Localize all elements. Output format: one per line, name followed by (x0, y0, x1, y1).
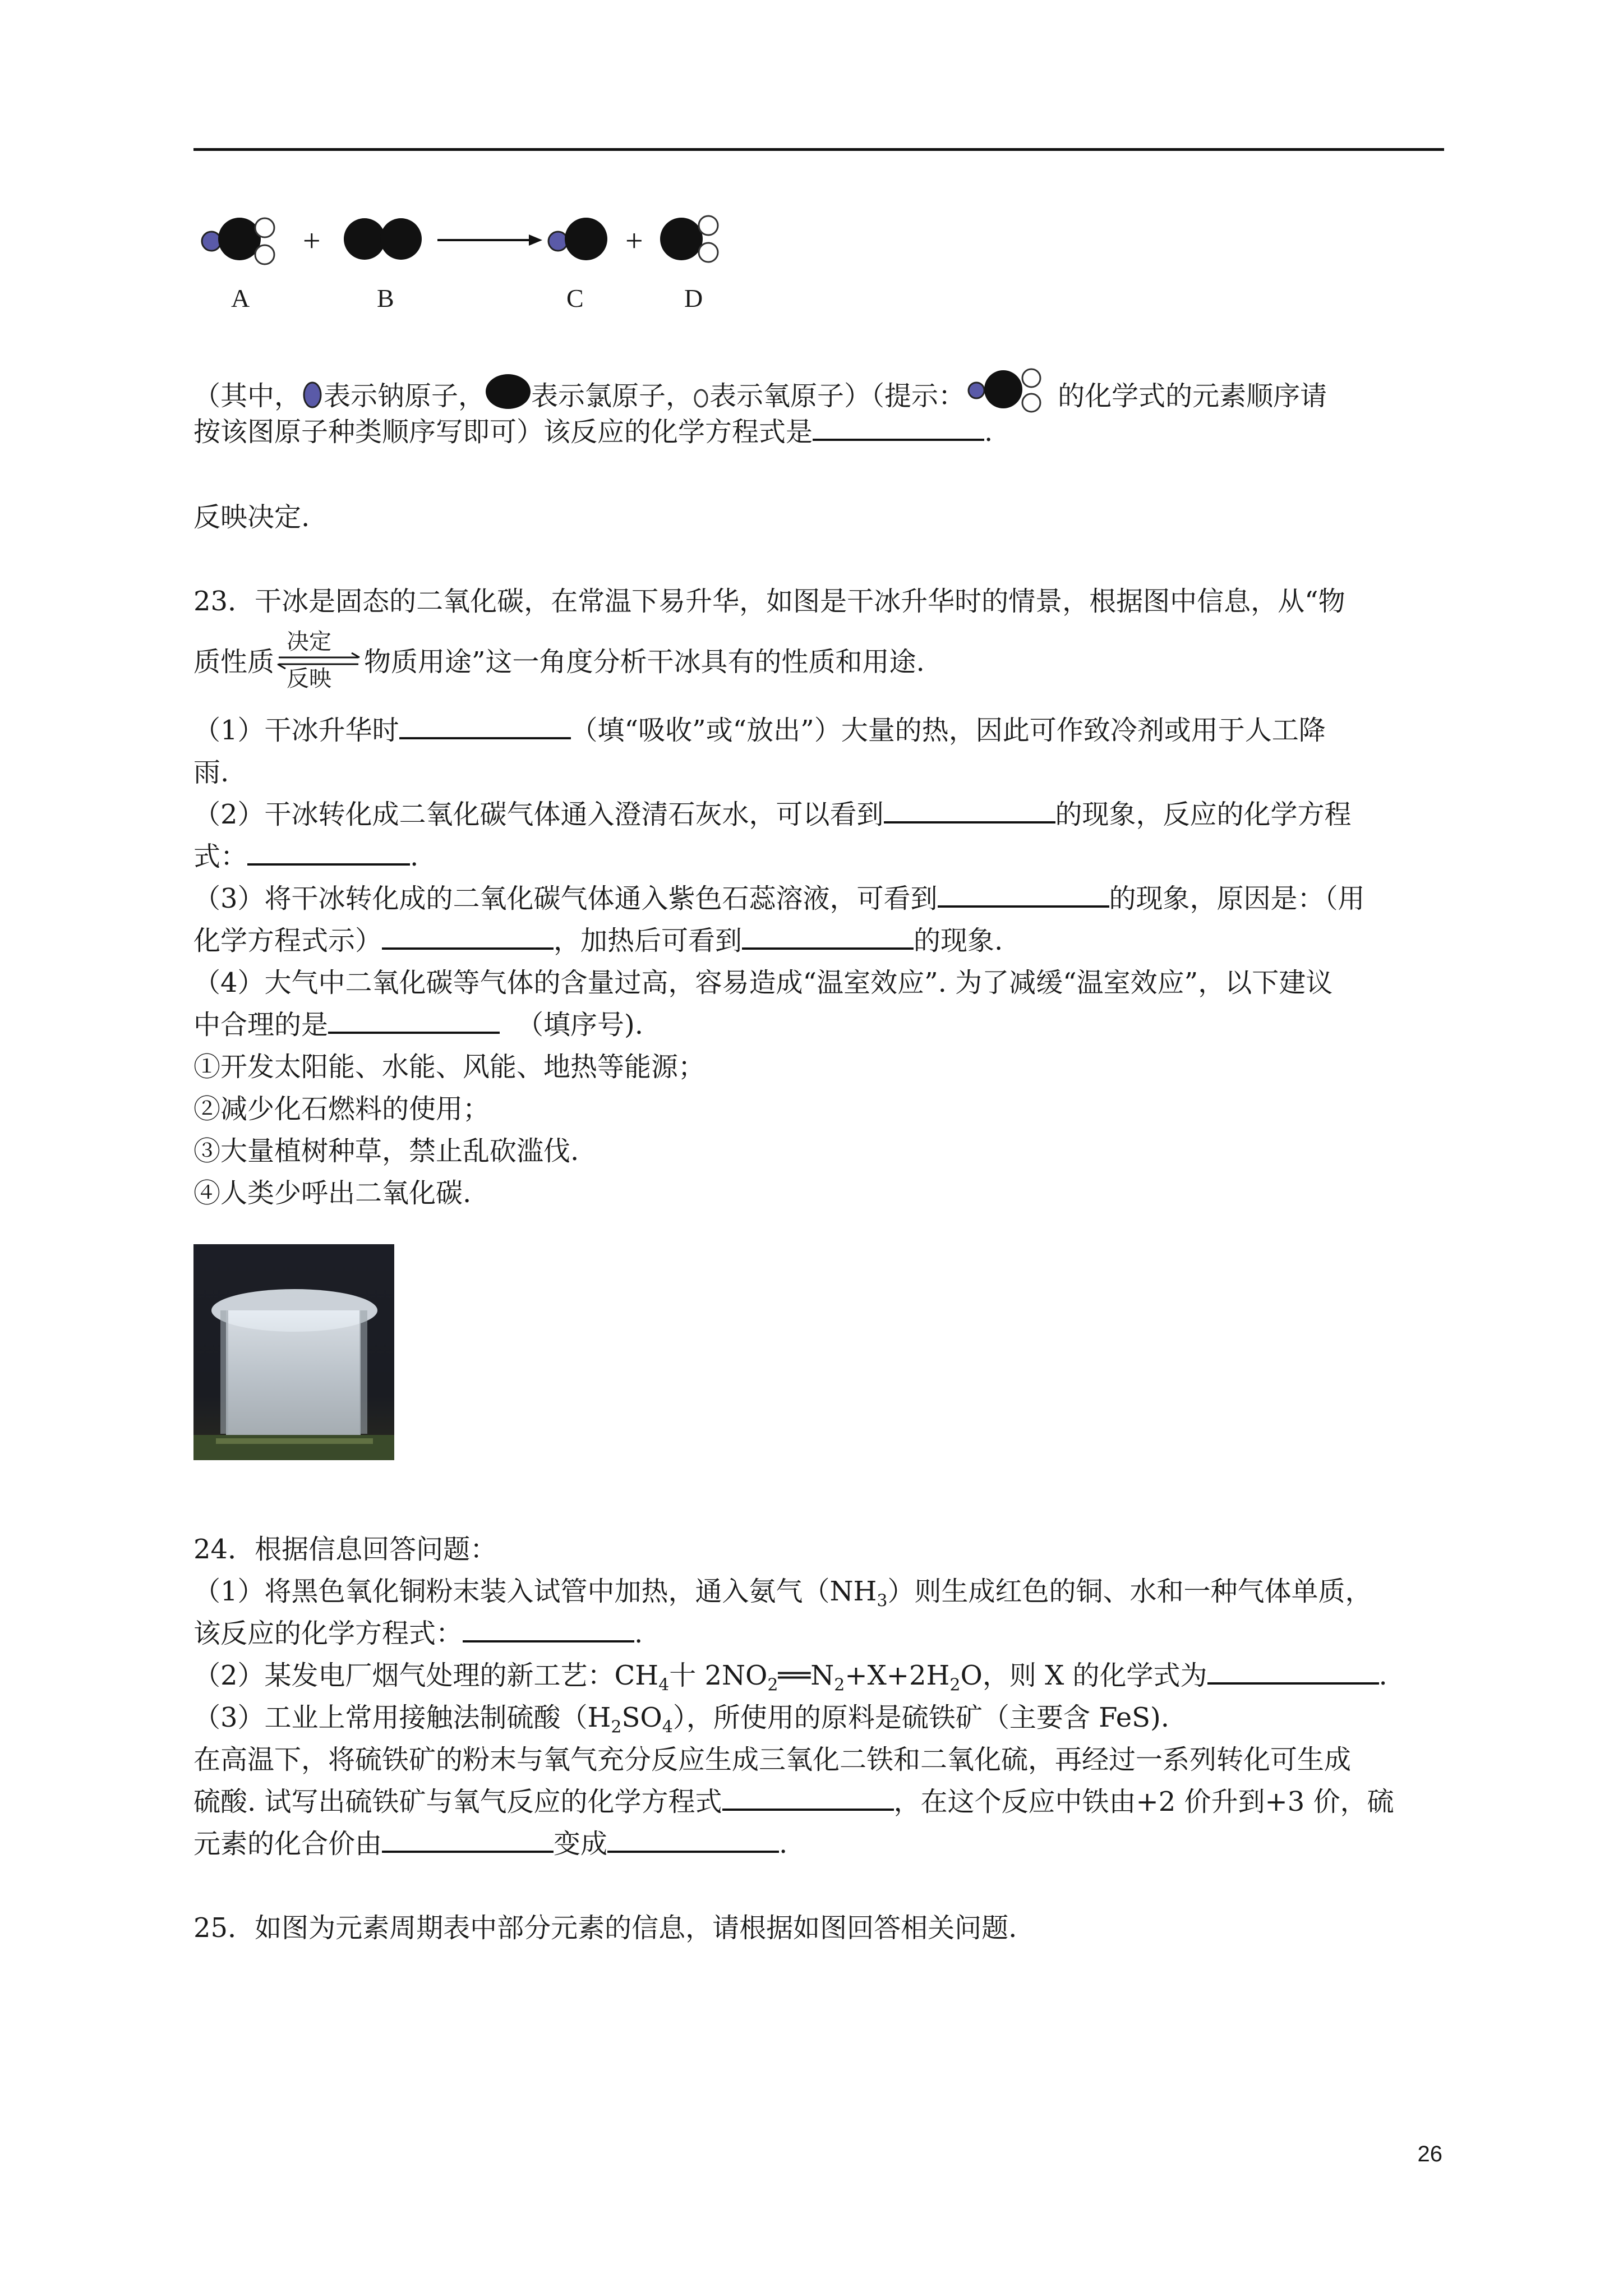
sodium-atom (202, 232, 221, 251)
oxygen-atom (699, 216, 718, 235)
q24-title: 24．根据信息回答问题： (193, 1534, 497, 1565)
q24-p1c: 该反应的化学方程式： . (193, 1616, 643, 1651)
reaction-diagram (193, 202, 732, 286)
molecule-hint-icon (965, 365, 1058, 416)
chlorine-atom (344, 218, 385, 260)
answer-blank[interactable] (382, 1826, 554, 1853)
arrow-head (529, 234, 542, 246)
answer-blank[interactable] (247, 839, 410, 866)
q23-option-1: ①开发太阳能、水能、风能、地热等能源； (193, 1051, 706, 1083)
q22-line2: 按该图原子种类顺序写即可）该反应的化学方程式是 . (193, 414, 993, 450)
equilibrium-arrow: 决定 反映 (274, 643, 364, 679)
chlorine-atom-icon (485, 374, 531, 409)
oxygen-atom (699, 243, 718, 262)
answer-blank[interactable] (607, 1826, 779, 1853)
chlorine-atom (660, 218, 703, 260)
oxygen-atom-icon (693, 387, 709, 409)
q24-p3g: 元素的化合价由 变成 . (193, 1826, 787, 1862)
plus-sign: + (625, 224, 643, 259)
label-a: A (231, 284, 250, 312)
answer-blank[interactable] (382, 923, 554, 950)
q23-option-3: ③大量植树种草，禁止乱砍滥伐. (193, 1135, 579, 1167)
q24-p3: （3）工业上常用接触法制硫酸$(H_2SO_4)$，所使用的原料是硫铁矿（主要含 FeS). (193, 1702, 1170, 1737)
label-d: D (684, 284, 703, 312)
q24-p3d: 在高温下，将硫铁矿的粉末与氧气充分反应生成三氧化二铁和二氧化硫，再经过一系列转化可生成 (193, 1744, 1352, 1775)
answer-blank[interactable] (1207, 1658, 1379, 1685)
chlorine-atom (380, 218, 422, 260)
page-number: 26 (1417, 2142, 1442, 2166)
sodium-atom (548, 232, 568, 251)
q24-p3e: 硫酸. 试写出硫铁矿与氧气反应的化学方程式 ，在这个反应中铁由+2 价升到+3 价，硫 (193, 1784, 1394, 1820)
q23-line1: 23．干冰是固态的二氧化碳，在常温下易升华，如图是干冰升华时的情景，根据图中信息，从“物 (193, 586, 1345, 617)
label-b: B (377, 284, 394, 312)
q23-p4: （4）大气中二氧化碳等气体的含量过高，容易造成“温室效应”. 为了减缓“温室效应”，以下建议 (193, 967, 1333, 999)
oxygen-atom (255, 245, 274, 264)
dry-ice-photo (193, 1244, 394, 1460)
plus-sign: + (303, 224, 321, 259)
q23-p1c: 雨. (193, 757, 229, 788)
answer-blank[interactable] (742, 923, 914, 950)
q24-p2: （2）某发电厂烟气处理的新工艺：$CH_4$十 $2NO_2══N_2+X+2H_2O$，则 X 的化学式为 . (193, 1658, 1387, 1704)
q23-option-4: ④人类少呼出二氧化碳. (193, 1177, 472, 1209)
q22-line1: （其中， 表示钠原子， 表示氯原子， 表示氧原子）（提示： 的化学式的元素顺序请 (193, 365, 1327, 416)
q23-option-2: ②减少化石燃料的使用； (193, 1093, 490, 1125)
answer-blank[interactable] (463, 1616, 634, 1642)
q23-p1: （1）干冰升华时 （填“吸收”或“放出”）大量的热，因此可作致冷剂或用于人工降 (193, 712, 1326, 748)
chlorine-atom (565, 218, 607, 260)
sodium-atom-icon (301, 380, 324, 409)
stray-text: 反映决定. (193, 501, 310, 533)
q24-p1: （1）将黑色氧化铜粉末装入试管中加热，通入氨气$(NH_3)$则生成红色的铜、水和一种气体单质， (193, 1576, 1372, 1611)
answer-blank[interactable] (328, 1007, 500, 1034)
q25-line1: 25．如图为元素周期表中部分元素的信息，请根据如图回答相关问题. (193, 1912, 1017, 1944)
q23-p3: （3）将干冰转化成的二氧化碳气体通入紫色石蕊溶液，可看到 的现象，原因是：（用 (193, 881, 1365, 917)
q23-p2c: 式： . (193, 839, 418, 875)
answer-blank[interactable] (884, 797, 1055, 823)
oxygen-atom (255, 218, 274, 237)
answer-blank[interactable] (813, 414, 984, 441)
q23-p2: （2）干冰转化成二氧化碳气体通入澄清石灰水，可以看到 的现象，反应的化学方程 (193, 797, 1352, 832)
q23-line2: 质性质 决定 反映 物质用途”这一角度分析干冰具有的性质和用途. (193, 629, 925, 692)
label-c: C (566, 284, 584, 312)
answer-blank[interactable] (722, 1784, 894, 1811)
q23-p4b: 中合理的是 （填序号). (193, 1007, 643, 1043)
answer-blank[interactable] (399, 712, 571, 739)
answer-blank[interactable] (938, 881, 1109, 908)
header-rule (193, 148, 1444, 151)
q23-p3c: 化学方程式示） ，加热后可看到 的现象. (193, 923, 1003, 959)
